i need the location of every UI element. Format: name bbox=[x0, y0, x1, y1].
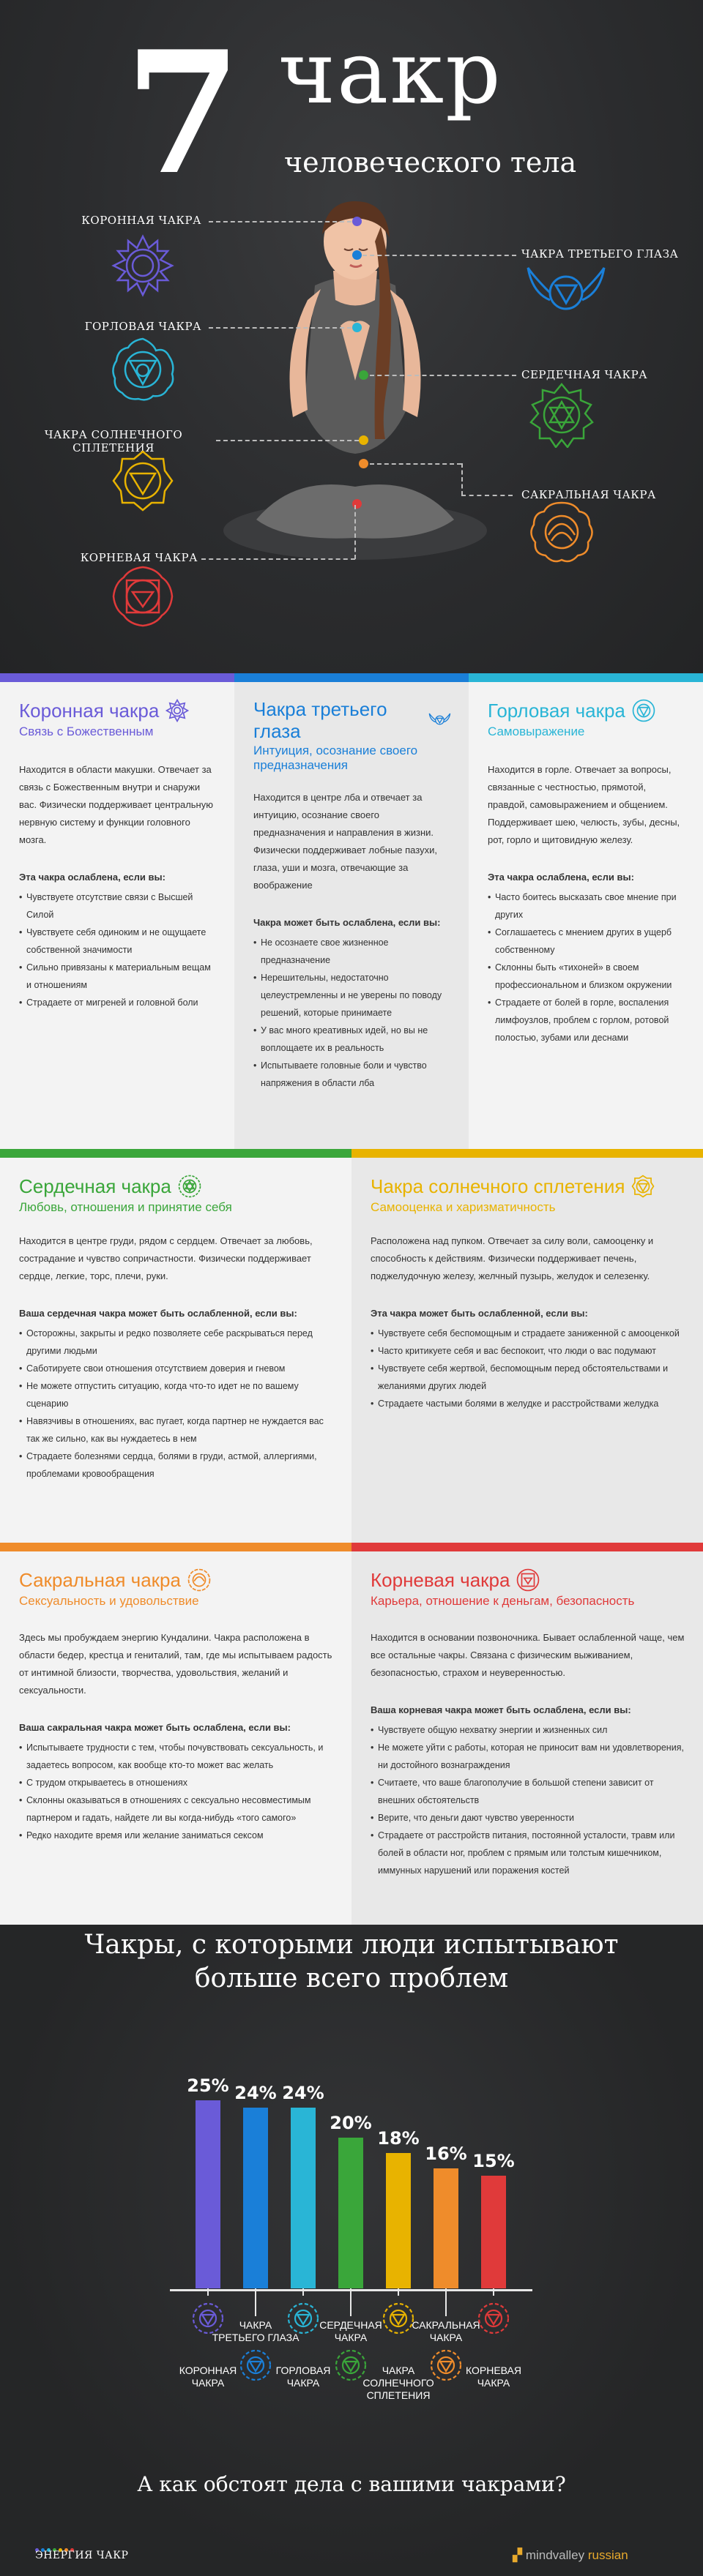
solar-card bbox=[352, 1158, 703, 1543]
chart-value-label: 18% bbox=[377, 2127, 420, 2149]
heart-mini-icon bbox=[177, 1174, 202, 1199]
list-item: • Верите, что деньги дают чувство уверенности bbox=[371, 1809, 685, 1827]
list-item: • Не можете уйти с работы, которая не приносит вам ни удовлетворения, ни достойного вознаграждения bbox=[371, 1739, 685, 1774]
chart-value-label: 20% bbox=[330, 2113, 372, 2134]
list-item: • Испытываете головные боли и чувство напряжения в области лба bbox=[253, 1057, 451, 1092]
list-item: • Не осознаете свое жизненное предназначение bbox=[253, 934, 451, 969]
hero-label-heart: СЕРДЕЧНАЯ ЧАКРА bbox=[521, 368, 648, 381]
throat-card-list bbox=[488, 888, 685, 1046]
root-card-subtitle: Карьера, отношение к деньгам, безопасность bbox=[371, 1594, 635, 1608]
brand-right: ▞ mindvalley russian bbox=[513, 2548, 628, 2562]
solar-card-title: Чакра солнечного сплетения bbox=[371, 1175, 625, 1197]
list-item: • У вас много креативных идей, но вы не воплощаете их в реальность bbox=[253, 1022, 451, 1057]
heart-strip bbox=[0, 1149, 352, 1158]
heart-connector bbox=[370, 375, 516, 376]
third-eye-card-subtitle: Интуиция, осознание своего предназначения bbox=[253, 744, 418, 772]
solar-connector bbox=[216, 440, 359, 441]
list-item: • Саботируете свои отношения отсутствием доверия и гневом bbox=[19, 1360, 334, 1377]
footer-question: А как обстоят дела с вашими чакрами? bbox=[137, 2472, 566, 2496]
root-chakra-icon bbox=[110, 564, 176, 629]
heart-card-list bbox=[19, 1325, 334, 1483]
sacral-card-text: Здесь мы пробуждаем энергию Кундалини. Чакра расположена в области бедер, крестца и гениталий, там, где мы испытываем радость от интимной близости, творчества, удовольствия, желаний и сексуальности. bbox=[19, 1632, 332, 1696]
crown-card-list bbox=[19, 888, 217, 1011]
throat-chakra-icon bbox=[110, 337, 176, 402]
solar-strip bbox=[352, 1149, 703, 1158]
crown-connector bbox=[209, 221, 352, 222]
chart-tick bbox=[350, 2288, 352, 2316]
list-item: • Считаете, что ваше благополучие в большой степени зависит от внешних обстоятельств bbox=[371, 1774, 685, 1809]
throat-card bbox=[469, 682, 703, 1149]
chart-category-label: СЕРДЕЧНАЯ ЧАКРА bbox=[319, 2319, 382, 2343]
crown-chakra-icon bbox=[110, 233, 176, 299]
third-eye-connector bbox=[362, 255, 516, 256]
hero-label-root: КОРНЕВАЯ ЧАКРА bbox=[80, 551, 198, 564]
heart-point bbox=[359, 370, 368, 380]
solar-card-question: Эта чакра может быть ослабленной, если вы: bbox=[371, 1308, 588, 1319]
root-card bbox=[352, 1551, 703, 1925]
solar-card-list bbox=[371, 1325, 685, 1412]
list-item: • С трудом открываетесь в отношениях bbox=[19, 1774, 334, 1791]
root-connector bbox=[201, 558, 355, 560]
brand-left: ЭНЕРГИЯ ЧАКР bbox=[35, 2550, 129, 2561]
throat-point bbox=[352, 323, 362, 332]
sacral-card-title: Сакральная чакра bbox=[19, 1569, 181, 1591]
sacral-card-list bbox=[19, 1739, 334, 1844]
hero-label-sacral: САКРАЛЬНАЯ ЧАКРА bbox=[521, 488, 656, 501]
root-strip bbox=[352, 1543, 703, 1551]
sacral-connector bbox=[370, 463, 461, 465]
sacral-strip bbox=[0, 1543, 352, 1551]
solar-card-text: Расположена над пупком. Отвечает за силу воли, самооценку и способность к действиям. Физически поддерживает печень, поджелудочную железу, желчный пузырь, желудок и селезенку. bbox=[371, 1235, 654, 1281]
list-item: • Соглашаетесь с мнением других в ущерб собственному bbox=[488, 924, 685, 959]
sacral-card bbox=[0, 1551, 352, 1925]
list-item: • Страдаете частыми болями в желудке и расстройствами желудка bbox=[371, 1395, 685, 1412]
solar-plexus-chakra-icon bbox=[110, 448, 176, 514]
root-card-title: Корневая чакра bbox=[371, 1569, 510, 1591]
heart-chakra-icon bbox=[529, 382, 595, 448]
hero-label-crown: КОРОННАЯ ЧАКРА bbox=[81, 214, 201, 227]
sacral-chakra-icon bbox=[529, 499, 595, 565]
throat-mini-icon bbox=[631, 698, 656, 723]
hero-number: 7 bbox=[124, 15, 242, 212]
third-eye-point bbox=[352, 250, 362, 260]
list-item: • Страдаете от болей в горле, воспаления лимфоузлов, проблем с горлом, ротовой полостью, зубами или деснами bbox=[488, 994, 685, 1046]
sacral-connector-vertical bbox=[461, 463, 463, 495]
heart-card-subtitle: Любовь, отношения и принятие себя bbox=[19, 1200, 232, 1214]
crown-card bbox=[0, 682, 234, 1149]
crown-card-title: Коронная чакра bbox=[19, 700, 160, 722]
throat-card-title: Горловая чакра bbox=[488, 700, 625, 722]
throat-card-text: Находится в горле. Отвечает за вопросы, связанные с честностью, прямотой, правдой, самовыражением и общением. Поддерживает шею, челюсть, зубы, десны, рот, горло и щитовидную железу. bbox=[488, 764, 680, 845]
root-card-text: Находится в основании позвоночника. Бывает ослабленной чаще, чем все остальные чакры. Связана с физическим выживанием, безопасностью, страхом и неуверенностью. bbox=[371, 1632, 685, 1678]
chart-bar bbox=[386, 2153, 411, 2288]
throat-card-subtitle: Самовыражение bbox=[488, 724, 585, 738]
list-item: • Нерешительны, недостаточно целеустремленны и не уверены по поводу решений, которые принимаете bbox=[253, 969, 451, 1022]
heart-card-text: Находится в центре груди, рядом с сердцем. Отвечает за любовь, сострадание и чувство сопричастности. Физически поддерживает сердце, легкие, торс, плечи, руки. bbox=[19, 1235, 313, 1281]
list-item: • Сильно привязаны к материальным вещам и отношениям bbox=[19, 959, 217, 994]
chart-category-label: САКРАЛЬНАЯ ЧАКРА bbox=[412, 2319, 480, 2343]
list-item: • Навязчивы в отношениях, вас пугает, когда партнер не нуждается вас так же сильно, как вы нуждаетесь в нем bbox=[19, 1412, 334, 1448]
chart-title: Чакры, с которыми люди испытывают больше всего проблем bbox=[84, 1930, 619, 1993]
list-item: • Чувствуете общую нехватку энергии и жизненных сил bbox=[371, 1721, 685, 1739]
third-eye-chakra-icon bbox=[526, 263, 606, 322]
root-connector-vertical bbox=[354, 505, 356, 559]
throat-connector bbox=[209, 327, 352, 329]
third-eye-strip bbox=[234, 673, 469, 682]
crown-card-text: Находится в области макушки. Отвечает за связь с Божественным внутри и снаружи вас. Физически поддерживает центральную нервную систему и функции головного мозга. bbox=[19, 764, 213, 845]
throat-strip bbox=[469, 673, 703, 682]
chart-bar bbox=[196, 2100, 220, 2288]
heart-card-title: Сердечная чакра bbox=[19, 1175, 171, 1197]
crown-card-question: Эта чакра ослаблена, если вы: bbox=[19, 872, 165, 883]
chart-category-label: ГОРЛОВАЯ ЧАКРА bbox=[275, 2365, 331, 2389]
list-item: • Испытываете трудности с тем, чтобы почувствовать сексуальность, и задаетесь вопросом, как вообще кто-то может вас желать bbox=[19, 1739, 334, 1774]
list-item: • Чувствуете себя беспомощным и страдаете заниженной с амооценкой bbox=[371, 1325, 685, 1342]
crown-mini-icon bbox=[165, 698, 190, 723]
chart-category-label: ЧАКРА ТРЕТЬЕГО ГЛАЗА bbox=[212, 2319, 300, 2343]
list-item: • Чувствуете отсутствие связи с Высшей Силой bbox=[19, 888, 217, 924]
chart-bar bbox=[291, 2108, 316, 2288]
hero-label-third-eye: ЧАКРА ТРЕТЬЕГО ГЛАЗА bbox=[521, 247, 679, 261]
list-item: • Осторожны, закрыты и редко позволяете себе раскрываться перед другими людьми bbox=[19, 1325, 334, 1360]
sacral-card-subtitle: Сексуальность и удовольствие bbox=[19, 1594, 199, 1608]
crown-card-subtitle: Связь с Божественным bbox=[19, 724, 154, 738]
chart-baseline bbox=[170, 2289, 532, 2291]
chart-category-label: ЧАКРА СОЛНЕЧНОГО СПЛЕТЕНИЯ bbox=[362, 2365, 434, 2401]
list-item: • Страдаете от мигреней и головной боли bbox=[19, 994, 217, 1011]
list-item: • Чувствуете себя одиноким и не ощущаете собственной значимости bbox=[19, 924, 217, 959]
chart-tick bbox=[255, 2288, 256, 2316]
hero-subtitle: человеческого тела bbox=[284, 146, 577, 179]
third-eye-card bbox=[234, 682, 469, 1149]
chart-bar bbox=[243, 2108, 268, 2288]
hero-section bbox=[0, 0, 703, 673]
chart-value-label: 16% bbox=[425, 2143, 467, 2164]
sacral-connector-end bbox=[461, 495, 513, 496]
list-item: • Чувствуете себя жертвой, беспомощным перед обстоятельствами и желаниями других людей bbox=[371, 1360, 685, 1395]
chart-bar bbox=[338, 2138, 363, 2288]
root-point bbox=[352, 499, 362, 509]
list-item: • Не можете отпустить ситуацию, когда что-то идет не по вашему сценарию bbox=[19, 1377, 334, 1412]
third-eye-card-question: Чакра может быть ослаблена, если вы: bbox=[253, 917, 441, 928]
third-eye-mini-icon bbox=[428, 708, 451, 733]
crown-strip bbox=[0, 673, 234, 682]
root-mini-icon bbox=[516, 1568, 540, 1592]
crown-point bbox=[352, 217, 362, 226]
chart-value-label: 25% bbox=[187, 2075, 229, 2096]
list-item: • Страдаете от расстройств питания, постоянной усталости, травм или болей в области ног, проблем с прямым или толстым кишечником, иммунных нарушений или поражения костей bbox=[371, 1827, 685, 1879]
sacral-point bbox=[359, 459, 368, 468]
mindvalley-logo-icon: ▞ bbox=[513, 2548, 523, 2562]
chart-value-label: 15% bbox=[472, 2150, 515, 2171]
throat-card-question: Эта чакра ослаблена, если вы: bbox=[488, 872, 634, 883]
solar-point bbox=[359, 435, 368, 445]
sacral-card-question: Ваша сакральная чакра может быть ослаблена, если вы: bbox=[19, 1722, 291, 1733]
list-item: • Склонны оказываться в отношениях с сексуально несовместимым партнером и гадать, найдете ли вы когда-нибудь «того самого» bbox=[19, 1791, 334, 1827]
hero-title: чакр bbox=[278, 22, 502, 123]
list-item: • Часто критикуете себя и вас беспокоит, что люди о вас подумают bbox=[371, 1342, 685, 1360]
third-eye-card-text: Находится в центре лба и отвечает за интуицию, осознание своего предназначения и направления в жизни. Физически поддерживает лобные пазухи, глаза, уши и мозга, отвечающие за воображение bbox=[253, 792, 437, 891]
chart-value-label: 24% bbox=[234, 2083, 277, 2104]
hero-label-throat: ГОРЛОВАЯ ЧАКРА bbox=[84, 320, 201, 333]
list-item: • Страдаете болезнями сердца, болями в груди, астмой, аллергиями, проблемами кровообращения bbox=[19, 1448, 334, 1483]
chart-bar bbox=[481, 2176, 506, 2288]
root-card-list bbox=[371, 1721, 685, 1879]
bar-chart bbox=[0, 2049, 703, 2430]
sacral-mini-icon bbox=[187, 1568, 212, 1592]
solar-card-subtitle: Самооценка и харизматичность bbox=[371, 1200, 556, 1214]
list-item: • Редко находите время или желание заниматься сексом bbox=[19, 1827, 334, 1844]
chart-tick bbox=[445, 2288, 447, 2316]
chart-value-label: 24% bbox=[282, 2083, 324, 2104]
heart-card bbox=[0, 1158, 352, 1543]
chart-category-label: КОРНЕВАЯ ЧАКРА bbox=[466, 2365, 521, 2389]
chart-chakra-icon bbox=[475, 2300, 512, 2337]
chart-bar bbox=[434, 2168, 458, 2288]
hero-label-solar: ЧАКРА СОЛНЕЧНОГО СПЛЕТЕНИЯ bbox=[44, 428, 183, 454]
third-eye-card-title: Чакра третьего глаза bbox=[253, 698, 387, 742]
solar-mini-icon bbox=[631, 1174, 655, 1199]
chart-category-label: КОРОННАЯ ЧАКРА bbox=[179, 2365, 237, 2389]
root-card-question: Ваша корневая чакра может быть ослаблена, если вы: bbox=[371, 1704, 631, 1715]
list-item: • Часто боитесь высказать свое мнение при других bbox=[488, 888, 685, 924]
heart-card-question: Ваша сердечная чакра может быть ослабленной, если вы: bbox=[19, 1308, 297, 1319]
list-item: • Склонны быть «тихоней» в своем профессиональном и близком окружении bbox=[488, 959, 685, 994]
third-eye-card-list bbox=[253, 934, 451, 1092]
